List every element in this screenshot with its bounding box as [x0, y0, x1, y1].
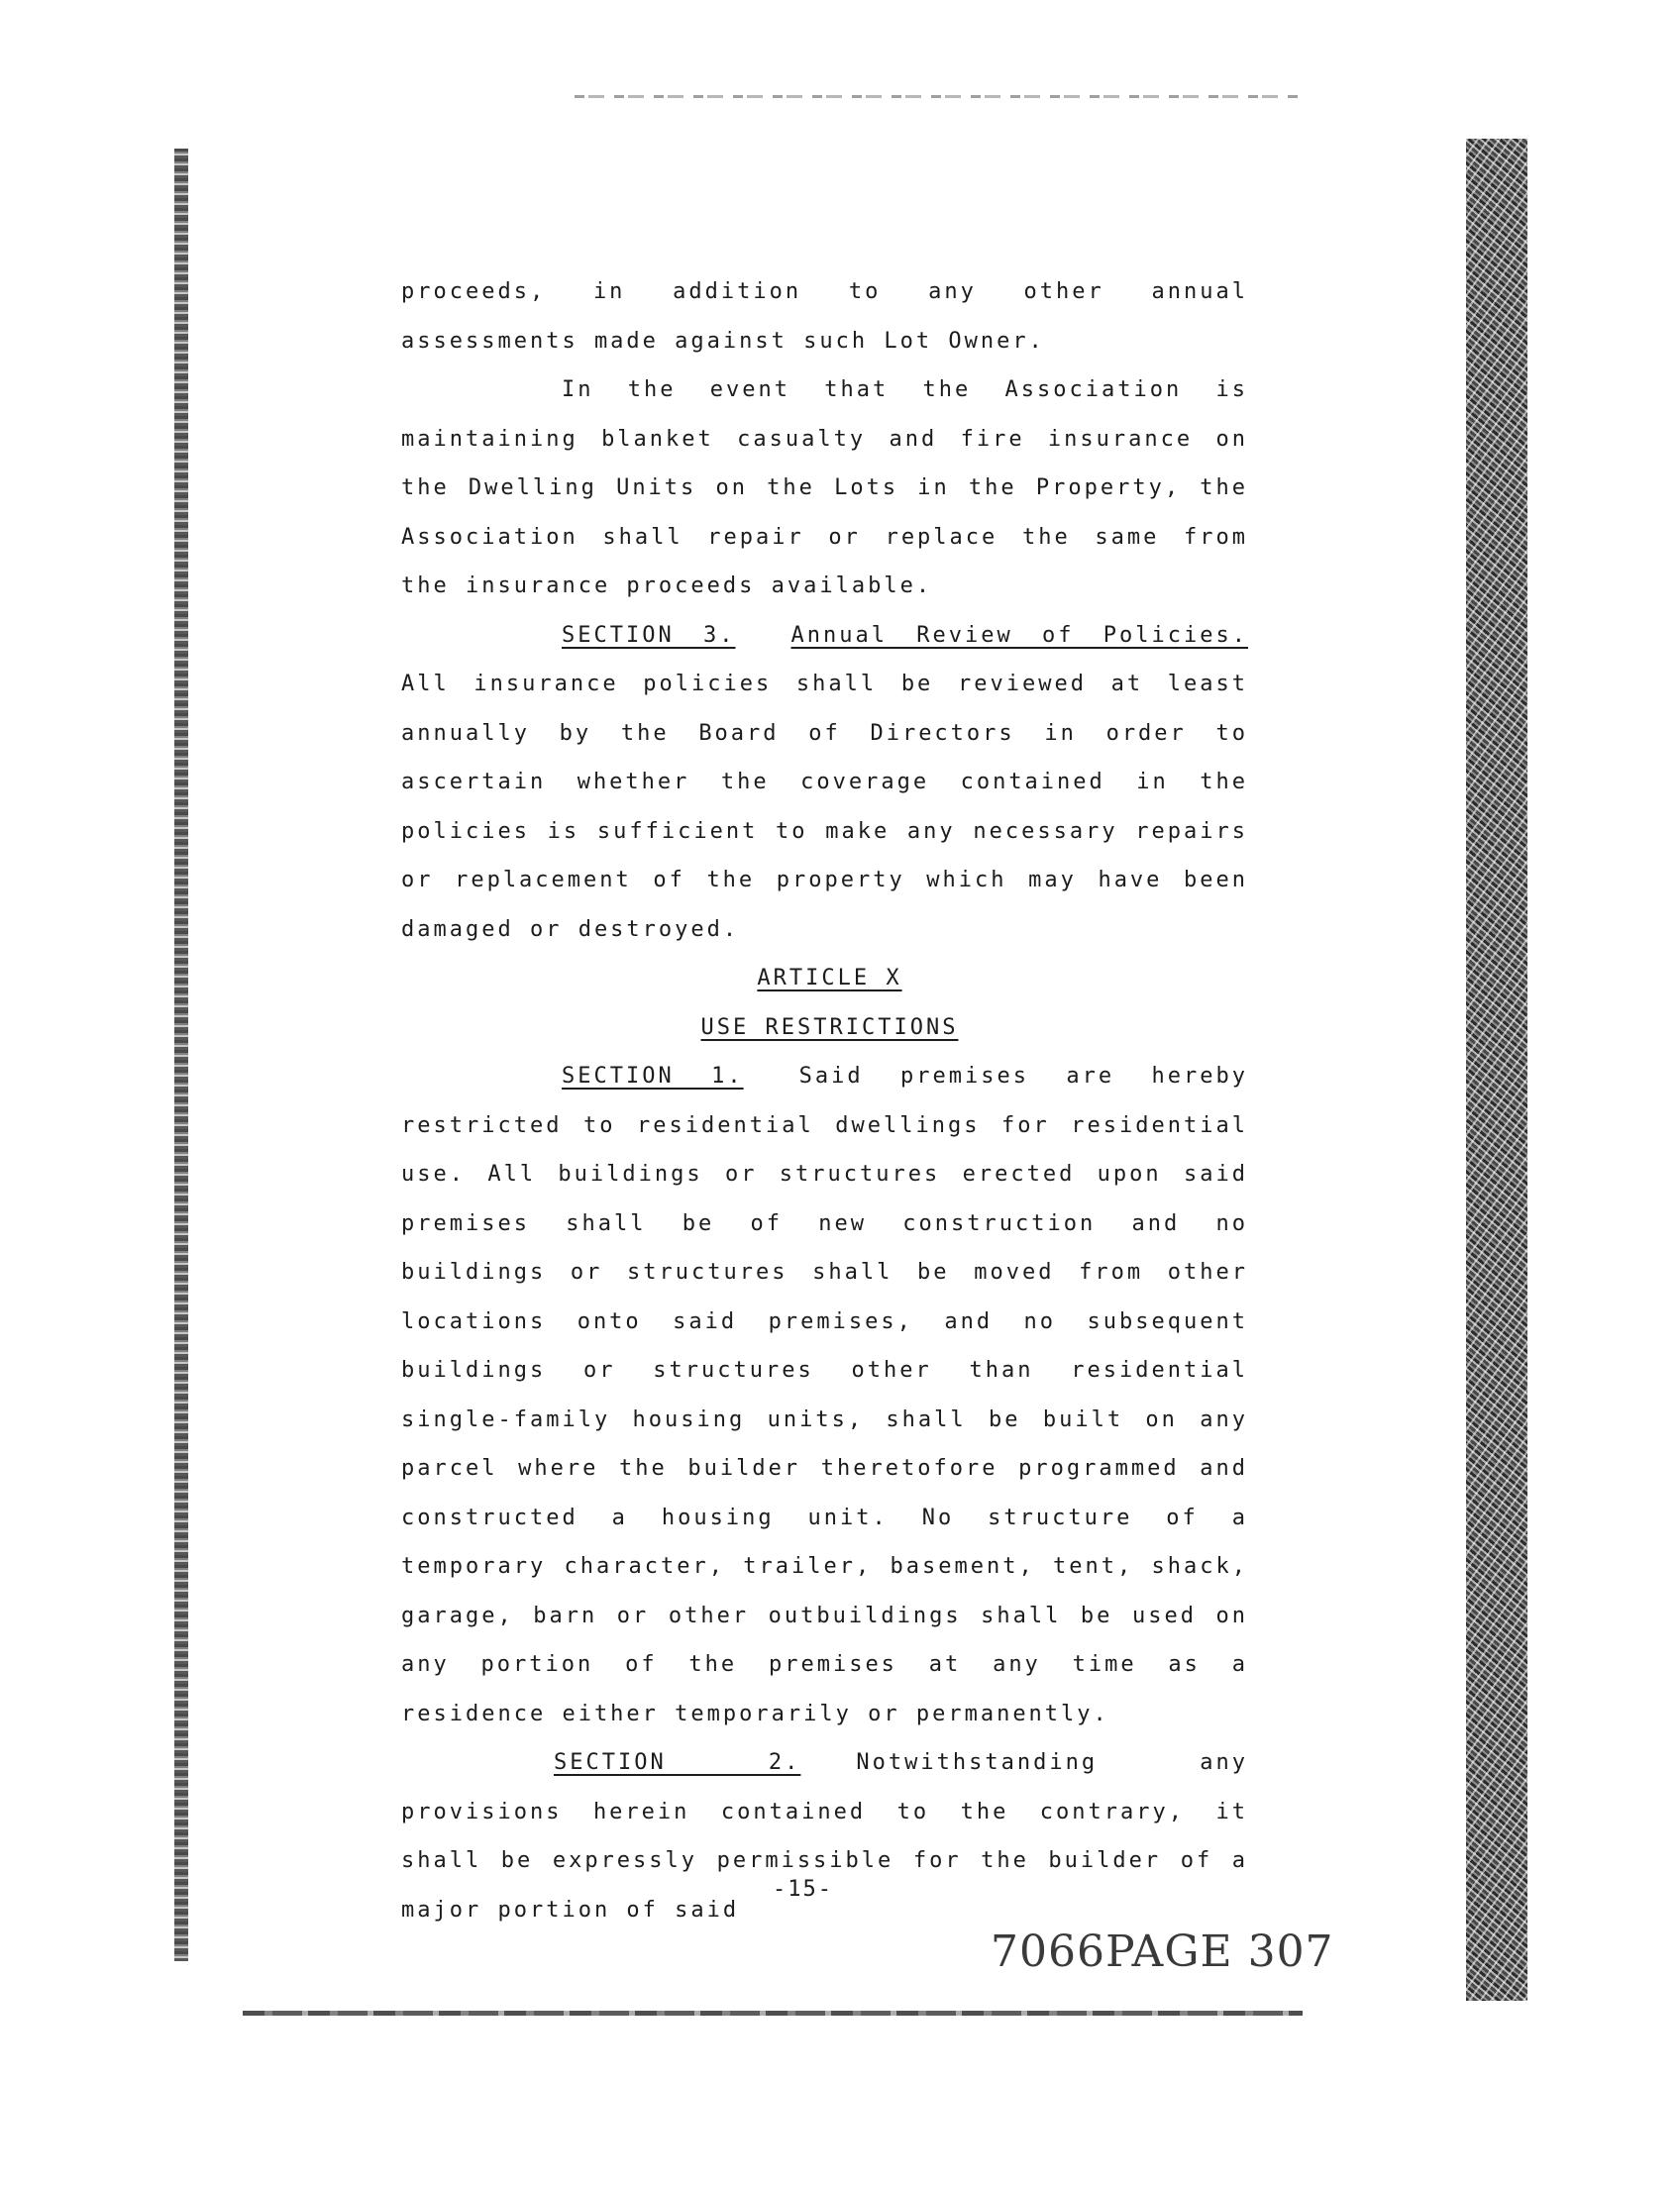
section-1-text: Said premises are hereby restricted to residential dwellings for residential use. All buildings or structures erected upon said premises shall be of new construction and no buildings or structures shall be moved from other locations onto said premises, and no subsequent buildings or structures other than residential single-family housing units, shall be built on any parcel where the builder theretofore programmed and constructed a housing unit. No structure of a temporary character, trailer, basement, tent, shack, garage, barn or other outbuildings shall be used on any portion of the premises at any time as a residence either temporarily or permanently.: [401, 1064, 1248, 1726]
section-2-text: Notwithstanding any provisions herein contained to the contrary, it shall be expressly permissible for the builder of a major portion of said: [401, 1750, 1248, 1923]
section-3-text: All insurance policies shall be reviewed at least annually by the Board of Directors in order to ascertain whether the coverage contained in the policies is sufficient to make any necessary repairs or replacement of the property which may have been damaged or destroyed.: [401, 672, 1248, 942]
book-page-stamp: 7066PAGE 307: [991, 1927, 1334, 1977]
paragraph-proceeds: proceeds, in addition to any other annual assessments made against such Lot Owner.: [401, 279, 1248, 354]
scan-artifact-bottom: [243, 2011, 1303, 2016]
scan-edge-left: [174, 149, 188, 1961]
section-3-title: Annual Review of Policies.: [790, 622, 1249, 648]
section-3: [401, 611, 1248, 955]
section-2: [401, 1738, 1248, 1934]
section-2-label: SECTION 2.: [554, 1750, 801, 1775]
section-3-label: SECTION 3.: [562, 622, 736, 648]
scan-artifact-top: [575, 95, 1298, 98]
document-body: [401, 267, 1248, 1934]
article-number: ARTICLE X: [757, 966, 902, 990]
paragraph-blanket-insurance: In the event that the Association is maintaining blanket casualty and fire insurance on the Dwelling Units on the Lots in the Property, the Association shall repair or replace the same from the insurance proceeds available.: [401, 377, 1248, 598]
section-1-label: SECTION 1.: [562, 1064, 744, 1089]
article-title: USE RESTRICTIONS: [700, 1014, 959, 1040]
scan-edge-right: [1466, 139, 1527, 2001]
section-1: [401, 1052, 1248, 1738]
page-number: -15-: [773, 1877, 833, 1902]
